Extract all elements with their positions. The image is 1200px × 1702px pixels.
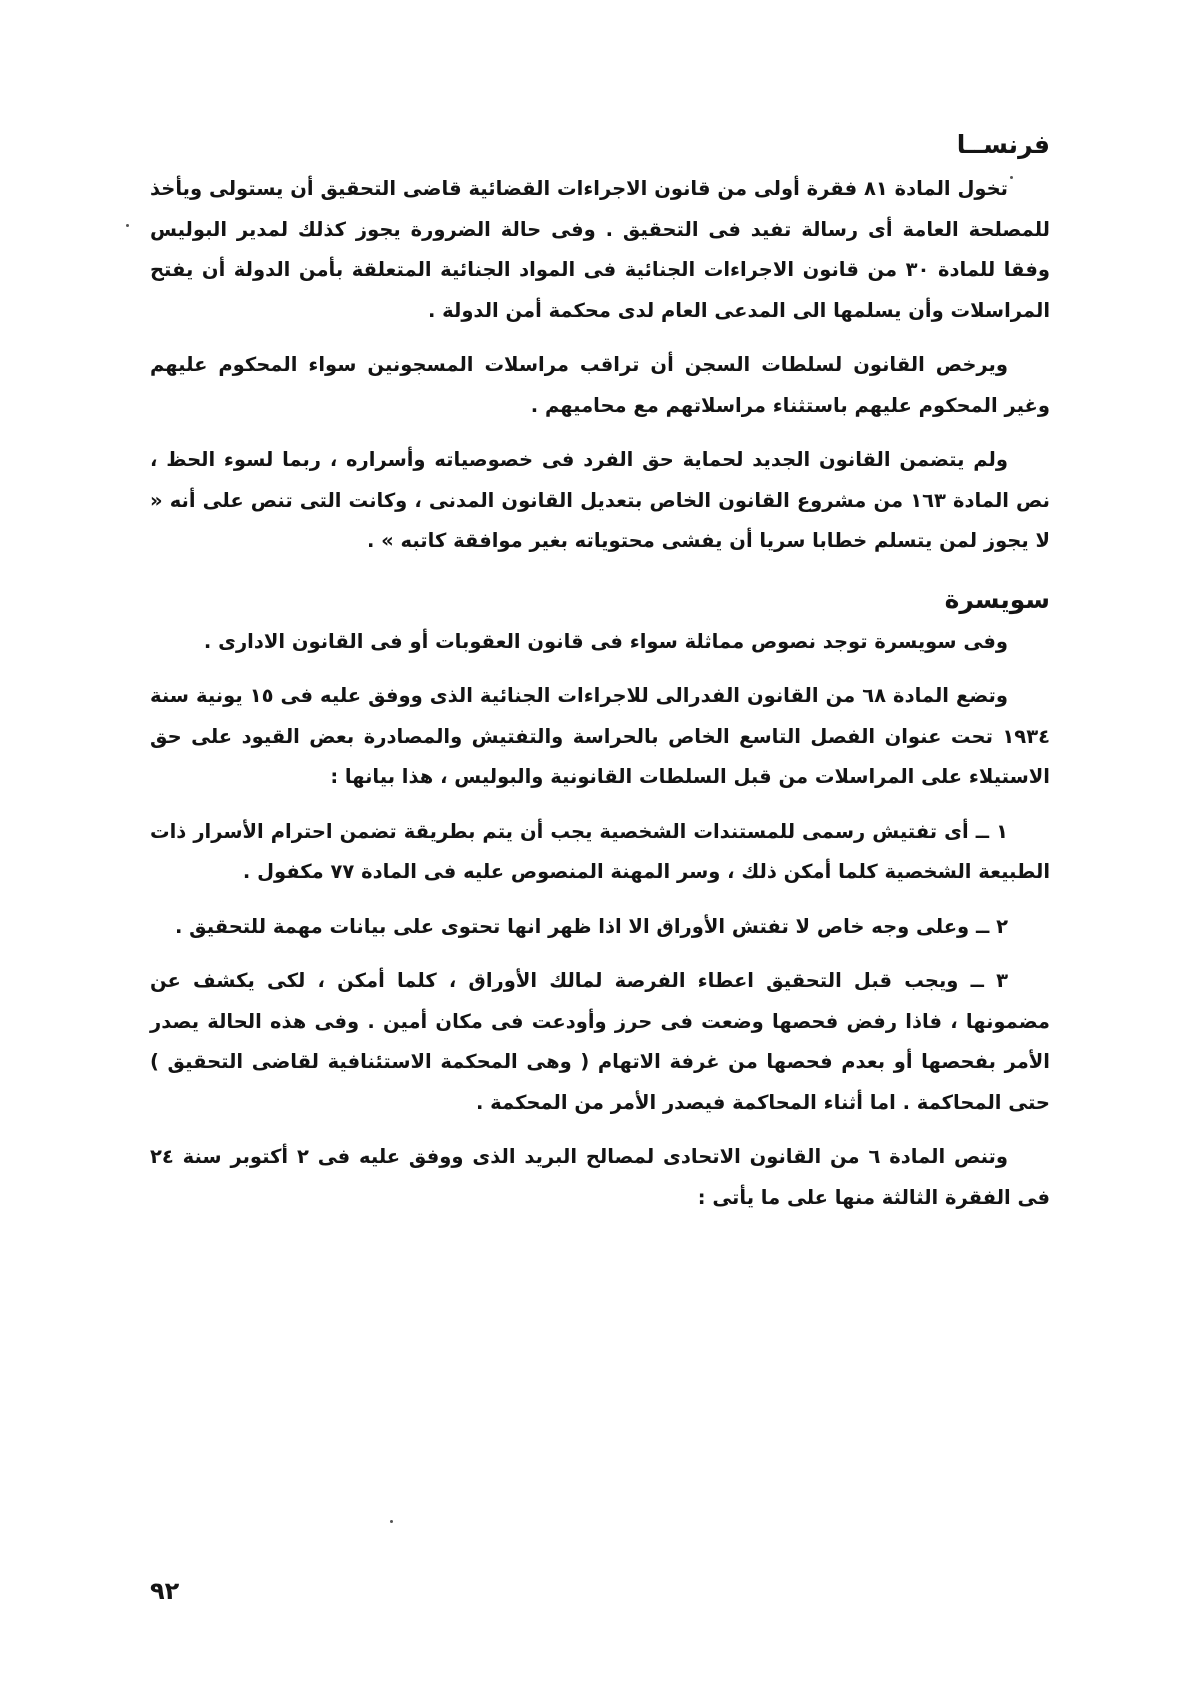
paragraph xyxy=(150,440,1050,562)
paragraph-text: وفى سويسرة توجد نصوص مماثلة سواء فى قانون العقوبات أو فى القانون الادارى . xyxy=(203,629,1008,653)
paragraph xyxy=(150,622,1050,663)
paragraph-text: ١ ــ أى تفتيش رسمى للمستندات الشخصية يجب أن يتم بطريقة تضمن احترام الأسرار ذات الطبيعة الشخصية كلما أمكن ذلك ، وسر المهنة المنصوص عليه فى المادة ٧٧ مكفول . xyxy=(150,819,1050,883)
page-number: ٩٢ xyxy=(150,1577,180,1605)
paragraph xyxy=(150,345,1050,426)
paragraph xyxy=(150,676,1050,798)
numbered-item xyxy=(150,961,1050,1123)
paragraph xyxy=(150,1137,1050,1218)
paragraph-text: ٢ ــ وعلى وجه خاص لا تفتش الأوراق الا اذا ظهر انها تحتوى على بيانات مهمة للتحقيق . xyxy=(174,914,1008,938)
paragraph-text: وتنص المادة ٦ من القانون الاتحادى لمصالح البريد الذى ووفق عليه فى ٢ أكتوبر سنة ٢٤ فى الفقرة الثالثة منها على ما يأتى : xyxy=(150,1145,1050,1209)
paragraph-text: ويرخص القانون لسلطات السجن أن تراقب مراسلات المسجونين سواء المحكوم عليهم وغير المحكوم عليهم باستثناء مراسلاتهم مع محاميهم . xyxy=(150,353,1050,417)
paragraph xyxy=(150,169,1050,331)
paragraph-text: وتضع المادة ٦٨ من القانون الفدرالى للاجراءات الجنائية الذى ووفق عليه فى ١٥ يونية سنة ١٩٣٤ تحت عنوان الفصل التاسع الخاص بالحراسة والتفتيش والمصادرة بعض القيود على حق الاستيلاء على المراسلات من قبل السلطات القانونية والبوليس ، هذا بيانها : xyxy=(150,684,1050,788)
section-heading-france: فرنســا xyxy=(956,130,1050,159)
paragraph-text: تخول المادة ٨١ فقرة أولى من قانون الاجراءات القضائية قاضى التحقيق أن يستولى ويأخذ للمصلحة العامة أى رسالة تفيد فى التحقيق . وفى حالة الضرورة يجوز كذلك لمدير البوليس وفقا للمادة ٣٠ من قانون الاجراءات الجنائية فى المواد الجنائية المتعلقة بأمن الدولة أن يفتح المراسلات وأن يسلمها الى المدعى العام لدى محكمة أمن الدولة . xyxy=(150,177,1050,322)
scan-speck xyxy=(126,224,129,227)
paragraph-text: ولم يتضمن القانون الجديد لحماية حق الفرد فى خصوصياته وأسراره ، ربما لسوء الحظ ، نص المادة ١٦٣ من مشروع القانون الخاص بتعديل القانون المدنى ، وكانت التى تنص على أنه « لا يجوز لمن يتسلم خطابا سريا أن يفشى محتوياته بغير موافقة كاتبه » . xyxy=(150,448,1050,552)
numbered-item xyxy=(150,907,1050,948)
scan-speck xyxy=(390,1520,393,1523)
numbered-item xyxy=(150,812,1050,893)
scan-speck xyxy=(1010,176,1013,179)
section-heading-switzerland: سويسرة xyxy=(944,584,1050,614)
paragraph-text: ٣ ــ ويجب قبل التحقيق اعطاء الفرصة لمالك الأوراق ، كلما أمكن ، لكى يكشف عن مضمونها ، فاذا رفض فحصها وضعت فى حرز وأودعت فى مكان أمين . وفى هذه الحالة يصدر الأمر بفحصها أو بعدم فحصها من غرفة الاتهام ( وهى المحكمة الاستئنافية لقاضى التحقيق ) حتى المحاكمة . اما أثناء المحاكمة فيصدر الأمر من المحكمة . xyxy=(150,969,1050,1114)
document-page xyxy=(150,125,1050,1232)
